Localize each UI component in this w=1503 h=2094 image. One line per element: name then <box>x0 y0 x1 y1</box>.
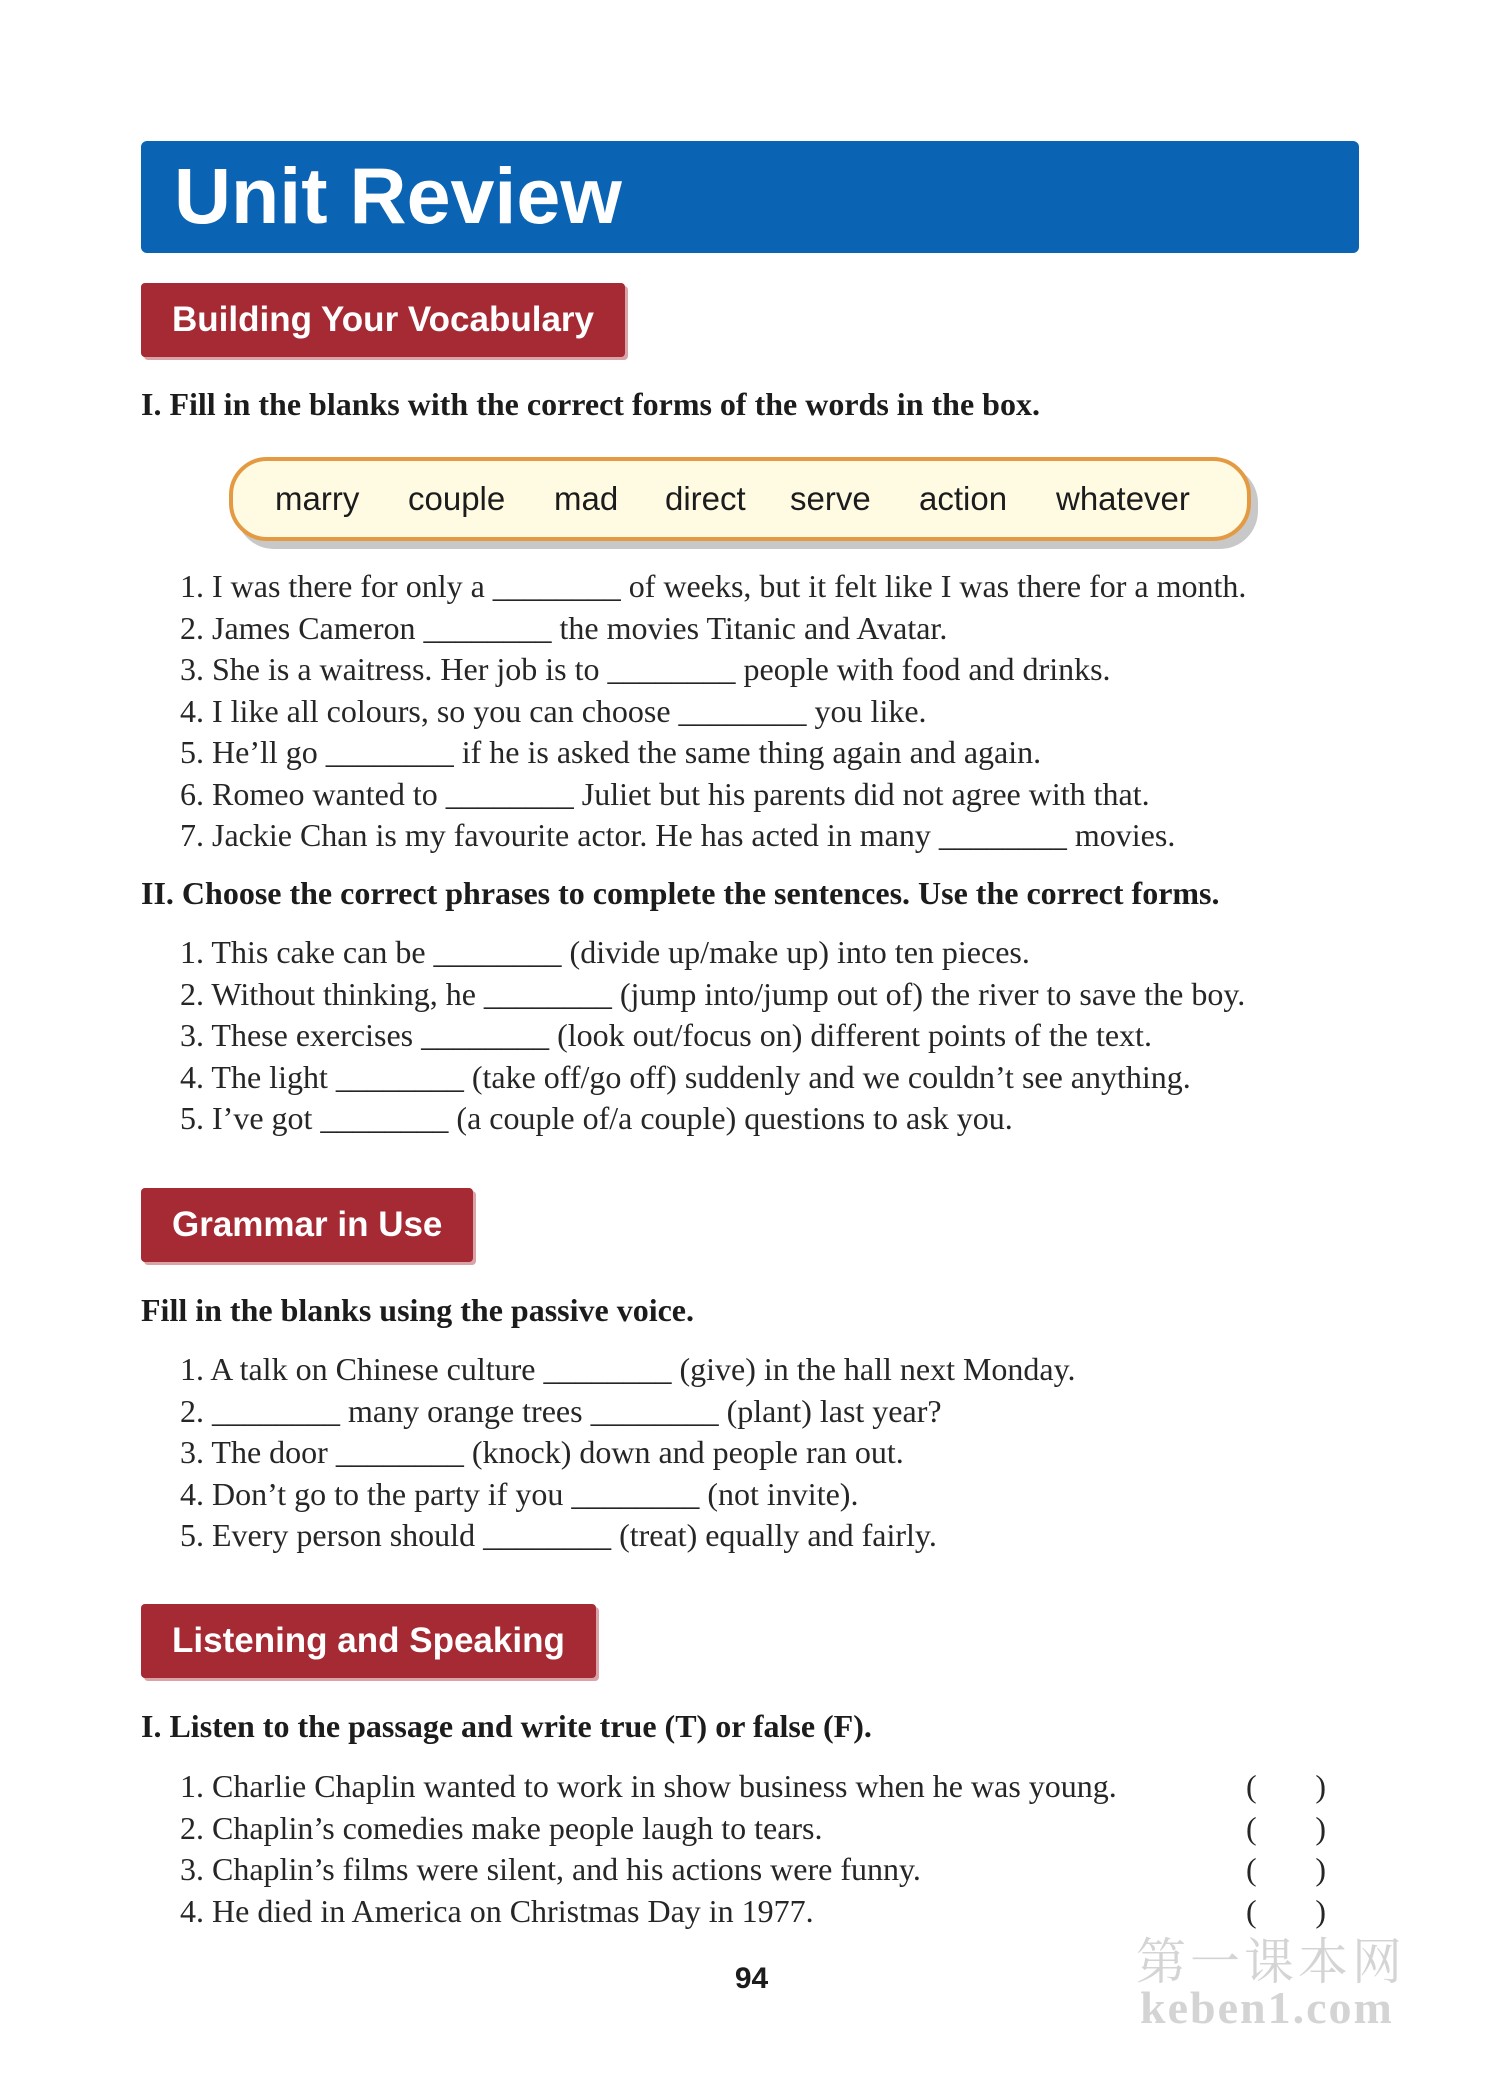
watermark-url: keben1.com <box>1140 1982 1394 2033</box>
list-item <box>180 1849 1326 1891</box>
list-item: 4. I like all colours, so you can choose ________ you like. <box>180 692 927 729</box>
list-item: 4. Don’t go to the party if you ________ (not invite). <box>180 1475 859 1512</box>
listening-list <box>180 1766 1326 1932</box>
list-item <box>180 1808 1326 1850</box>
vocab-part2-instruction: II. Choose the correct phrases to complete the sentences. Use the correct forms. <box>141 875 1220 911</box>
grammar-list <box>180 1349 1076 1557</box>
list-item: 2. ________ many orange trees ________ (plant) last year? <box>180 1392 942 1429</box>
statement-text: 2. Chaplin’s comedies make people laugh to tears. <box>180 1809 823 1846</box>
vocab-part1-instruction: I. Fill in the blanks with the correct forms of the words in the box. <box>141 386 1040 422</box>
vocabulary-section-heading: Building Your Vocabulary <box>141 283 625 357</box>
answer-parentheses[interactable]: ( ) <box>1246 1809 1326 1846</box>
page-number: 94 <box>734 1962 769 1995</box>
statement-text: 1. Charlie Chaplin wanted to work in show business when he was young. <box>180 1768 1117 1804</box>
answer-parentheses[interactable]: ( ) <box>1246 1851 1326 1887</box>
word-box-item: action <box>919 480 1008 517</box>
page-title: Unit Review <box>174 151 622 240</box>
listening-instruction: I. Listen to the passage and write true (T) or false (F). <box>141 1708 872 1744</box>
statement-text: 3. Chaplin’s films were silent, and his actions were funny. <box>180 1851 921 1887</box>
list-item: 2. Without thinking, he ________ (jump into/jump out of) the river to save the boy. <box>180 975 1246 1012</box>
list-item: 5. I’ve got ________ (a couple of/a couple) questions to ask you. <box>180 1100 1013 1136</box>
list-item: 1. This cake can be ________ (divide up/make up) into ten pieces. <box>180 934 1030 970</box>
vocab-part2-list <box>180 932 1245 1140</box>
list-item: 3. The door ________ (knock) down and people ran out. <box>180 1434 904 1470</box>
word-box-item: whatever <box>1056 480 1190 517</box>
answer-parentheses[interactable]: ( ) <box>1246 1768 1326 1804</box>
vocab-part1-list <box>180 566 1246 857</box>
word-box-item: serve <box>790 480 871 517</box>
grammar-instruction: Fill in the blanks using the passive voice. <box>141 1292 694 1328</box>
list-item: 5. Every person should ________ (treat) equally and fairly. <box>180 1517 937 1553</box>
word-box-item: marry <box>275 480 360 517</box>
list-item: 2. James Cameron ________ the movies Titanic and Avatar. <box>180 609 948 646</box>
title-banner <box>141 141 1359 253</box>
list-item: 3. She is a waitress. Her job is to ________ people with food and drinks. <box>180 651 1111 687</box>
word-box-item: couple <box>408 480 506 517</box>
list-item: 7. Jackie Chan is my favourite actor. He has acted in many ________ movies. <box>180 817 1176 853</box>
statement-text: 4. He died in America on Christmas Day in 1977. <box>180 1892 814 1929</box>
answer-parentheses[interactable]: ( ) <box>1246 1892 1326 1929</box>
list-item: 4. The light ________ (take off/go off) suddenly and we couldn’t see anything. <box>180 1058 1191 1095</box>
listening-section-heading: Listening and Speaking <box>141 1604 596 1678</box>
grammar-section-heading: Grammar in Use <box>141 1188 473 1262</box>
list-item: 5. He’ll go ________ if he is asked the same thing again and again. <box>180 734 1042 770</box>
list-item: 1. I was there for only a ________ of weeks, but it felt like I was there for a month. <box>180 568 1247 604</box>
word-box-item: direct <box>665 480 746 517</box>
list-item <box>180 1891 1326 1933</box>
list-item: 6. Romeo wanted to ________ Juliet but his parents did not agree with that. <box>180 775 1150 812</box>
word-box-item: mad <box>554 480 619 517</box>
list-item: 3. These exercises ________ (look out/focus on) different points of the text. <box>180 1017 1152 1053</box>
list-item: 1. A talk on Chinese culture ________ (give) in the hall next Monday. <box>180 1351 1076 1387</box>
watermark-text: 第一课本网 <box>1136 1933 1406 1991</box>
word-box <box>229 457 1251 541</box>
list-item <box>180 1766 1326 1808</box>
